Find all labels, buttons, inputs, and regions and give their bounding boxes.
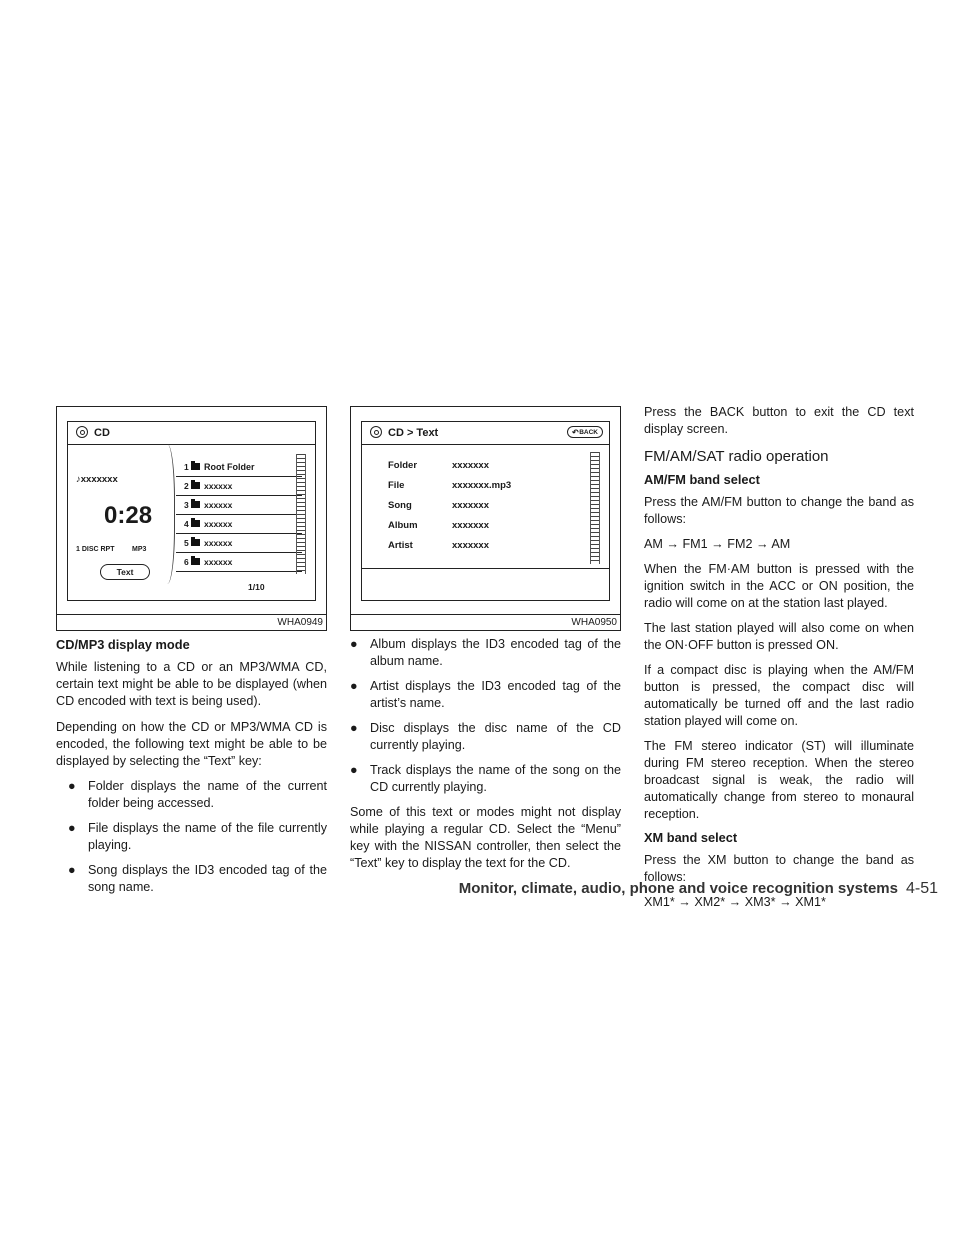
folder-icon [191, 539, 200, 546]
screen-title-bar [362, 422, 609, 445]
list-item[interactable]: 2 xxxxxx [176, 477, 302, 496]
text-value-album: xxxxxxx [452, 520, 489, 531]
back-arrow-icon: ↶ [572, 428, 579, 437]
folder-icon [191, 463, 200, 470]
text-row-artist: Artist [388, 540, 413, 551]
column-3 [644, 404, 914, 911]
page-indicator: 1/10 [248, 582, 265, 592]
text-row-folder: Folder [388, 460, 418, 471]
list-item[interactable]: 1 Root Folder [176, 458, 302, 477]
folder-list [176, 458, 302, 570]
track-text: ♪xxxxxxx [76, 474, 118, 485]
folder-icon [191, 482, 200, 489]
text-value-file: xxxxxxx.mp3 [452, 480, 512, 491]
subsection-heading: AM/FM band select [644, 472, 760, 487]
folder-icon [191, 501, 200, 508]
paragraph: If a compact disc is playing when the AM/FM button is pressed, the compact disc will automatically be turned off and the last radio station played will come on. [644, 663, 914, 728]
column-2 [350, 636, 621, 872]
scrollbar[interactable] [590, 452, 600, 564]
figure-id: WHA0950 [351, 614, 620, 630]
disc-icon [76, 426, 88, 438]
list-item[interactable]: 4 xxxxxx [176, 515, 302, 534]
paragraph: Press the XM button to change the band as follows: [644, 853, 914, 884]
cd-screen [67, 421, 316, 601]
section-heading: CD/MP3 display mode [56, 637, 190, 652]
subsection-heading: XM band select [644, 830, 738, 845]
paragraph: While listening to a CD or an MP3/WMA CD, certain text might be able to be displayed (when CD encoded with text is being used). [56, 660, 327, 708]
text-value-song: xxxxxxx [452, 500, 489, 511]
bullet-item: ● Disc displays the disc name of the CD currently playing. [350, 721, 621, 752]
footer-section-title: Monitor, climate, audio, phone and voice recognition systems [458, 880, 898, 897]
screen-title-bar [68, 422, 315, 445]
bullet-item: ● Folder displays the name of the current folder being accessed. [68, 779, 327, 810]
paragraph: The last station played will also come on when the ON·OFF button is pressed ON. [644, 621, 914, 652]
format-indicator: MP3 [132, 546, 147, 553]
page-number: 4-51 [905, 880, 938, 897]
text-row-album: Album [388, 520, 418, 531]
bullet-item: ● Song displays the ID3 encoded tag of the song name. [68, 863, 327, 894]
bullet-item: ● Album displays the ID3 encoded tag of the album name. [350, 637, 621, 668]
bullet-item: ● Artist displays the ID3 encoded tag of the artist’s name. [350, 679, 621, 710]
paragraph: Depending on how the CD or MP3/WMA CD is encoded, the following text might be able to be displayed by selecting the “Text” key: [56, 720, 327, 768]
music-note-icon: ♪ [76, 474, 81, 485]
screen-title: CD > Text [388, 427, 439, 439]
paragraph: Press the BACK button to exit the CD text display screen. [644, 405, 914, 436]
paragraph: When the FM·AM button is pressed with the ignition switch in the ACC or ON position, the radio will come on at the station last played. [644, 562, 914, 610]
text-button[interactable]: Text [100, 564, 150, 580]
bullet-item: ● File displays the name of the file currently playing. [68, 821, 327, 852]
divider-arc [156, 444, 175, 584]
list-item[interactable]: 5 xxxxxx [176, 534, 302, 553]
divider-line [362, 568, 609, 569]
text-value-folder: xxxxxxx [452, 460, 489, 471]
text-row-song: Song [388, 500, 412, 511]
figure-id: WHA0949 [57, 614, 326, 630]
disc-repeat-indicator: 1 DISC RPT [76, 546, 115, 553]
playback-time: 0:28 [104, 502, 153, 529]
back-button[interactable]: ↶ BACK [567, 426, 603, 438]
screen-title: CD [94, 427, 110, 439]
text-value-artist: xxxxxxx [452, 540, 489, 551]
folder-icon [191, 520, 200, 527]
band-sequence: AM → FM1 → FM2 → AM [644, 537, 791, 551]
section-title: FM/AM/SAT radio operation [644, 448, 829, 465]
figure-cd-text [350, 406, 621, 631]
paragraph: The FM stereo indicator (ST) will illuminate during FM stereo reception. When the stereo broadcast signal is weak, the radio will automatically change from stereo to monaural reception. [644, 739, 914, 821]
cd-text-screen [361, 421, 610, 601]
bullet-item: ● Track displays the name of the song on the CD currently playing. [350, 763, 621, 794]
column-1 [56, 636, 327, 896]
figure-cd-display [56, 406, 327, 631]
list-item[interactable]: 6 xxxxxx [176, 553, 302, 572]
page-footer [459, 880, 938, 898]
text-row-file: File [388, 480, 405, 491]
paragraph: Press the AM/FM button to change the band as follows: [644, 495, 914, 526]
list-item[interactable]: 3 xxxxxx [176, 496, 302, 515]
paragraph: Some of this text or modes might not display while playing a regular CD. Select the “Menu” key with the NISSAN controller, then select the “Text” key to display the text for the CD. [350, 805, 621, 870]
band-sequence: XM1* → XM2* → XM3* → XM1* [644, 895, 826, 909]
scrollbar[interactable] [296, 454, 306, 574]
disc-icon [370, 426, 382, 438]
folder-icon [191, 558, 200, 565]
